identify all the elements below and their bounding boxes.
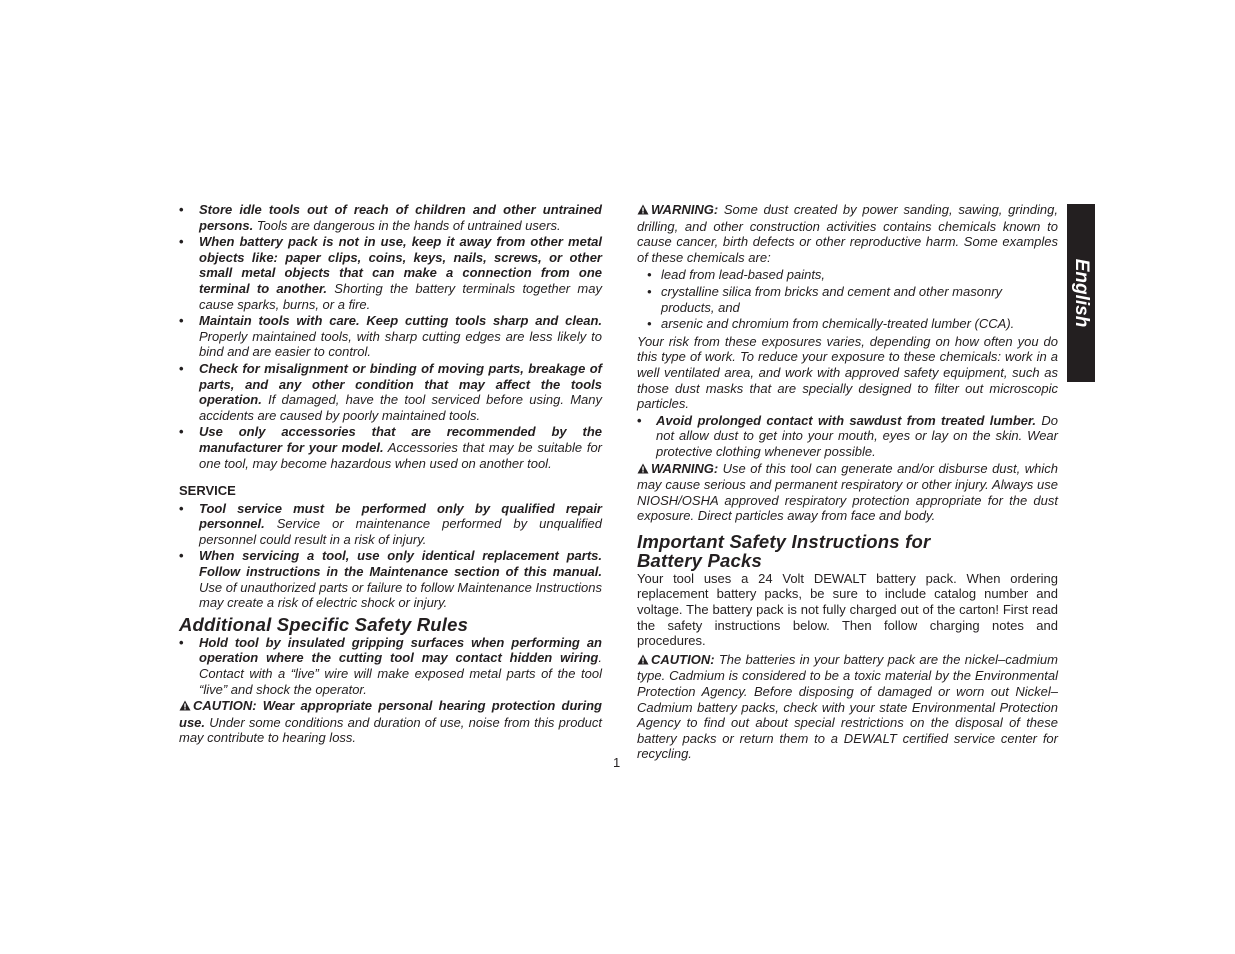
list-item: • crystalline silica from bricks and cement and other masonry products, and xyxy=(637,284,1058,315)
list-item: • lead from lead-based paints, xyxy=(637,267,1058,283)
hearing-caution: CAUTION: Wear appropriate personal hearing protection during use. Under some conditions and duration of use, noise from this product may contribute to hearing loss. xyxy=(179,698,602,746)
warning-triangle-icon xyxy=(179,699,191,715)
list-item: • When battery pack is not in use, keep it away from other metal objects like: paper clips, coins, keys, nails, screws, or other small metal objects that can make a connection from one terminal to another. Shorting the battery terminals together may cause sparks, burns, or a fire. xyxy=(179,234,602,312)
respiratory-warning: WARNING: Use of this tool can generate and/or disburse dust, which may cause serious and permanent respiratory or other injury. Always use NIOSH/OSHA approved respiratory protection appropriate for the dust exposure. Direct particles away from face and body. xyxy=(637,460,1058,524)
additional-rules-list xyxy=(179,635,602,697)
chemicals-list xyxy=(637,267,1058,331)
list-item: • When servicing a tool, use only identical replacement parts. Follow instructions in the Maintenance section of this manual. Use of unauthorized parts or failure to follow Maintenance Instructions may create a risk of electric shock or injury. xyxy=(179,548,602,610)
additional-rules-heading: Additional Specific Safety Rules xyxy=(179,613,469,635)
left-column xyxy=(179,202,602,746)
page-number: 1 xyxy=(613,755,621,770)
warning-triangle-icon xyxy=(637,462,649,478)
battery-instructions-heading: Important Safety Instructions for Battery Packs xyxy=(637,530,931,571)
service-list xyxy=(179,501,602,611)
list-item: • Maintain tools with care. Keep cutting tools sharp and clean. Properly maintained tools, with sharp cutting edges are less likely to bind and are easier to control. xyxy=(179,313,602,360)
sawdust-list xyxy=(637,413,1058,460)
warning-triangle-icon xyxy=(637,203,649,219)
service-heading: SERVICE xyxy=(179,483,236,499)
list-item: • Store idle tools out of reach of children and other untrained persons. Tools are dangerous in the hands of untrained users. xyxy=(179,202,602,233)
general-safety-list xyxy=(179,202,602,471)
list-item: • Check for misalignment or binding of moving parts, breakage of parts, and any other condition that may affect the tools operation. If damaged, have the tool serviced before using. Many accidents are caused by poorly maintained tools. xyxy=(179,361,602,423)
dust-warning: WARNING: Some dust created by power sanding, sawing, grinding, drilling, and other construction activities contains chemicals known to cause cancer, birth defects or other reproductive harm. Some examples of these chemicals are: xyxy=(637,202,1058,265)
list-item: • arsenic and chromium from chemically-treated lumber (CCA). xyxy=(637,316,1058,332)
warning-triangle-icon xyxy=(637,653,649,669)
list-item: • Tool service must be performed only by qualified repair personnel. Service or maintenance performed by unqualified personnel could result in a risk of injury. xyxy=(179,501,602,548)
list-item: • Avoid prolonged contact with sawdust from treated lumber. Do not allow dust to get into your mouth, eyes or lay on the skin. Wear protective clothing whenever possible. xyxy=(637,413,1058,460)
list-item: • Use only accessories that are recommended by the manufacturer for your model. Accessories that may be suitable for one tool, may become hazardous when used on another tool. xyxy=(179,424,602,471)
list-item: • Hold tool by insulated gripping surfaces when performing an operation where the cutting tool may contact hidden wiring. Contact with a “live” wire will make exposed metal parts of the tool “live” and shock the operator. xyxy=(179,635,602,697)
right-column xyxy=(637,202,1058,762)
cadmium-caution: CAUTION: The batteries in your battery pack are the nickel–cadmium type. Cadmium is considered to be a toxic material by the Environmental Protection Agency. Before disposing of damaged or worn out Nickel–Cadmium battery packs, check with your state Environmental Protection Agency to find out about special restrictions on the disposal of these battery packs or return them to a DEWALT certified service center for recycling. xyxy=(637,651,1058,762)
battery-paragraph: Your tool uses a 24 Volt DEWALT battery pack. When ordering replacement battery packs, be sure to include catalog number and voltage. The battery pack is not fully charged out of the carton! First read the safety instructions below. Then follow charging notes and procedures. xyxy=(637,570,1058,649)
language-tab-label: English xyxy=(1071,258,1092,328)
risk-paragraph: Your risk from these exposures varies, depending on how often you do this type of work. To reduce your exposure to these chemicals: work in a well ventilated area, and work with approved safety equipment, such as those dust masks that are specially designed to filter out microscopic particles. xyxy=(637,333,1058,412)
language-tab xyxy=(1067,204,1095,382)
